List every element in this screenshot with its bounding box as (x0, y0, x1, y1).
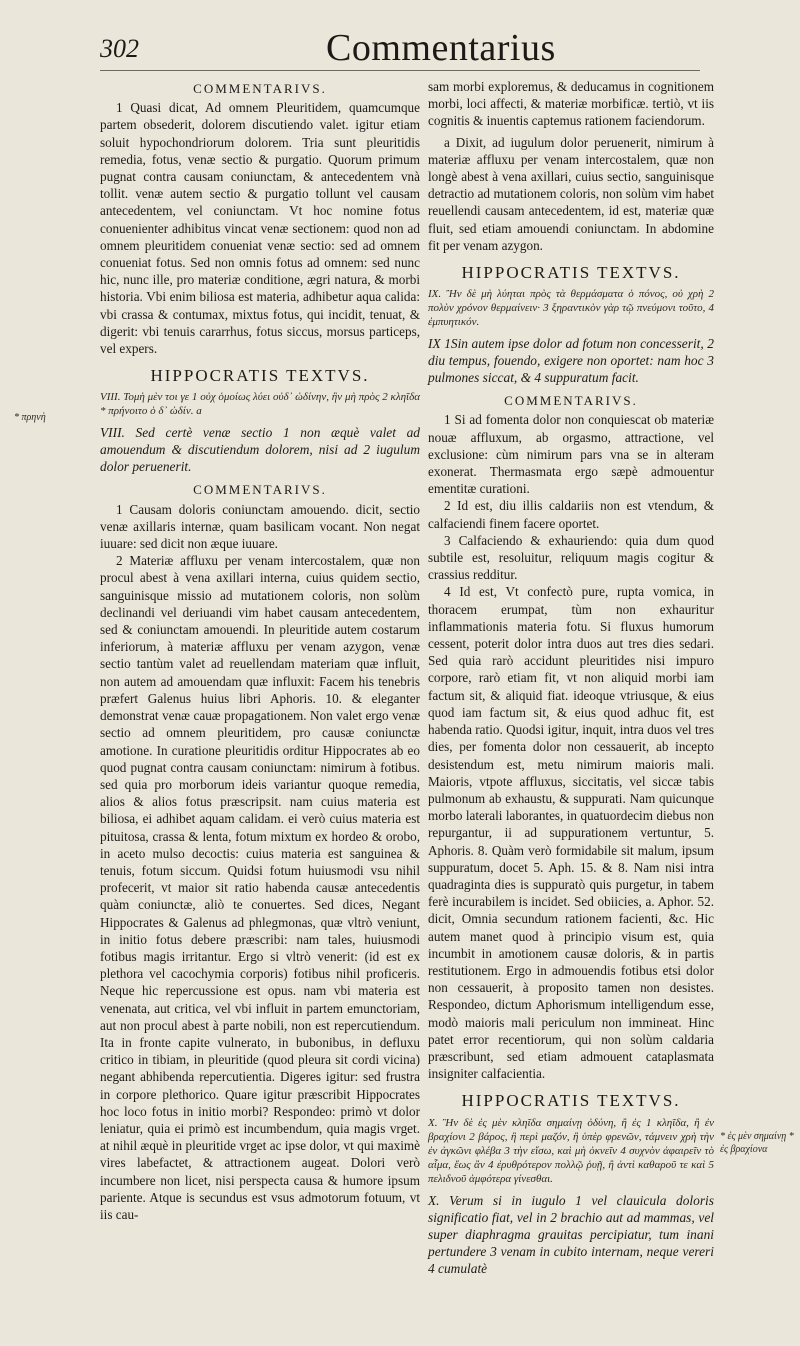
margin-note-left: * πρηνὴ (14, 412, 46, 423)
commentary-paragraph: 2 Id est, diu illis caldariis non est vtendum, & calfaciendi finem facere oportet. (428, 498, 714, 531)
latin-text: VIII. Sed certè venæ sectio 1 non æquè valet ad amouendum & discutiendum dolorem, nisi ad 2 iugulum dolor peruenerit. (100, 425, 420, 475)
commentary-paragraph: sam morbi exploremus, & deducamus in cognitionem morbi, loci affecti, & materiæ morbificæ. tertiò, vt iis cognitis & inuentis captemus rationem faciendorum. (428, 79, 714, 129)
hippocrates-text-heading: HIPPOCRATIS TEXTVS. (150, 366, 370, 386)
greek-text: VIII. Τομὴ μὲν τοι γε 1 οὐχ ὁμοίως λύει οὐδ᾽ ὠδίνην, ἢν μὴ πρὸς 2 κληῖδα * πρήνοιτο ὁ δ᾽ ὠδίν. a (100, 391, 420, 418)
commentary-heading: COMMENTARIVS. (193, 81, 327, 96)
greek-text: IX. Ἢν δὲ μὴ λύηται πρὸς τὰ θερμάσματα ὁ πόνος, οὐ χρὴ 2 πολὺν χρόνον θερμαίνειν· 3 ξηραντικὸν γὰρ τῷ πνεύμονι τοῦτο, 4 ἐμπυητικόν. (428, 288, 714, 329)
page-header (100, 20, 700, 70)
commentary-paragraph: 3 Calfaciendo & exhauriendo: quia dum quod subtile est, resoluitur, reliquum magis cogitur & crassius redditur. (428, 532, 714, 583)
commentary-paragraph: a Dixit, ad iugulum dolor peruenerit, nimirum à materiæ affluxu per venam intercostalem, quæ non longè abest à vena axillari, cuius sectio, sanguinisque detractio ad mutationem coloris, non solùm vim habet reuellendi causam antecedentem, id est, materiæ quæ fluit, sed etiam amouendi coniunctam. In abdomine fit per venam azygon. (428, 134, 714, 253)
margin-note-right: * ἐς μὲν σημαίνῃ * ἐς βραχίονα (720, 1131, 794, 1155)
commentary-heading: COMMENTARIVS. (504, 393, 638, 409)
commentary-paragraph: 2 Materiæ affluxu per venam intercostalem, quæ non procul abest à vena axillari interna, cuius quidem sectio, sanguinisque missio ad mutationem coloris, non solùm declinandi vel deriuandi vim habet causam antecedentem, sed & coniunctam amouendi. In pleuritide autem costarum inferiorum, à materiæ affluxu per venam azygon, venæ sectio tantùm valet ad reuellendam materiam quæ influit, non autem ad amouendam quæ influxit: Facem his tenebris præfert Galenus huius libri Aphoris. 10. & eleganter demonstrat venæ cauæ propagationem. Non valet ergo venæ sectio ad omnem pleuritidem, pro causæ coniunctæ amotione. In curatione pleuritidis orditur Hippocrates ab eo quod pugnat contra causam coniunctam: nimirum à fotibus. sed quia pro morborum ideis variantur quoque remedia, alios & alios fotus præscripsit. nam cuius materia est biliosa, ei adhibet aquam calidam. ei verò cuius materia est pituitosa, crassa & lenta, fotum mixtum ex hordeo & orobo, in aceto mulso decoctis: cuius materia est sanguinea & tenuis, fotum siccum. Quidsi fotum huiusmodi vsu nihil profecerit, vt maior sit ratio habenda causæ antecedentis quàm coniunctæ, aliò te conuertes. Sed dices, Negant Hippocrates & Galenus ad phlegmonas, quæ vltrò veniunt, in initio fotus debere præscribi: nam tales, huiusmodi fotibus magis irritantur. Ergo si vltrò venerit: (id est ex plethora vel cacochymia corporis) fotibus nihil proficeris. Neque hic repercussione est opus. nam vbi materia est venenata, aut critica, vel vbi influit in partem emunctoriam, aut non procul abest à parte nobili, non est repercutiendum. Ita in fronte capite vulnerato, in bubonibus, in defluxu critico in tibiam, in pleuritide (quod pleura sit cordi vicina) negant abhibenda repercutientia. Digeres igitur: sed frustra in corpore plethorico. Quare igitur præscribit Hippocrates hoc loco fotus in initio morbi? Respondeo: primò vt dolor leniatur, quia ei primò est incumbendum, quia magis vrget. at nihil æquè in pleuritide vrget ac ipse dolor, vt qui maximè vires labefactet, & attractionem augeat. Dolori verò incumbere non licet, nisi perspecta causa & humore ipsum pariente. Atque is secundus est vsus admotorum fotuum, vt iis cau- (100, 553, 420, 1222)
running-head: Commentarius (326, 27, 556, 69)
left-column (100, 78, 420, 1223)
greek-text: X. Ἢν δὲ ἐς μὲν κληῖδα σημαίνῃ ὀδύνη, ἢ ἐς 1 κληῖδα, ἢ ἐν βραχίονι 2 βάρος, ἢ περὶ μαζόν, ἢ ὑπὲρ φρενῶν, τάμνειν χρὴ τὴν ἐν ἀγκῶνι φλέβα 3 τὴν εἴσω, καὶ μὴ ὀκνεῖν 4 συχνὸν ἀφαιρεῖν τὸ αἷμα, ἕως ἂν 4 ἐρυθρότερον πολλῷ ῥυῇ, ἢ ἀντὶ καθαροῦ τε καὶ 5 πελιδνοῦ ἀμφότερα γίνεσθαι. (428, 1116, 714, 1185)
commentary-paragraph: 1 Causam doloris coniunctam amouendo. dicit, sectio venæ axillaris internæ, quam basilicam vocant. Non negat iuuare: sed dicit non æque iuuare. (100, 501, 420, 552)
header-rule (100, 70, 700, 71)
hippocrates-text-heading: HIPPOCRATIS TEXTVS. (461, 263, 681, 283)
latin-text: X. Verum si in iugulo 1 vel clauicula doloris significatio fiat, vel in 2 brachio aut ad mammas, vel super diaphragma grauitas percipiatur, tum inani pertundere 3 venam in cubito internam, neque vereri 4 cumulatè (428, 1192, 714, 1276)
commentary-paragraph: 4 Id est, Vt confectò pure, rupta vomica, in thoracem erumpat, tùm non exhauritur inflammationis materia fotu. Si fluxus humorum cessent, poterit dolor intra duos aut tres dies sedari. Sed quia rarò accidunt pleuritides nisi impuro corpore, rarò etiam fit, vt non aliquid morbi iam factum sit, & aliquid fiat. ideoque vtriusque, & eius quod iam factum sit, & eius quod adhuc fit, est habenda ratio. Quodsi igitur, inquit, intra duos vel tres dies, per fomenta dolor non cessauerit, ab incepto desistendum est, metu nimirum maioris mali. Maioris, vtpote affluxus, siccitatis, vel siccæ tabis pulmonum ab exhaustu, & suppurati. Nam quicunque morbo laterali laborantes, in quatuordecim diebus non repurgantur, ii ad suppurationem vertuntur, 5. Aphoris. 8. Quàm verò formidabile sit malum, ipsum suppuratum, docet 5. Aph. 15. & 8. Nam nisi intra quadraginta dies is suppuratò quis purgetur, in tabem ferè incurabilem is incidet. Sed obiicies, a. Aphor. 52. dicit, Omnia secundum rationem facienti, &c. Hic autem manet quod à principio visum est, quia incumbit in amotionem causæ doloris, & in partis restitutionem. Ergo in admouendis fotibus etsi dolor non cessauerit, à proposito tamen non desistes. Respondeo, dictum Aphorismum intelligendum esse, modò maioris mali periculum non immineat. Hinc patet error recentiorum, qui non solùm caldaria præscribunt, sed etiam admouent cataplasmata insigniter calfacientia. (428, 584, 714, 1082)
latin-text: IX 1Sin autem ipse dolor ad fotum non concesserit, 2 diu tempus, fouendo, exigere non oportet: nam hoc 3 pulmones siccat, & 4 suppuratum facit. (428, 336, 714, 386)
hippocrates-text-heading: HIPPOCRATIS TEXTVS. (461, 1091, 681, 1111)
commentary-heading: COMMENTARIVS. (193, 482, 327, 498)
page-number: 302 (100, 34, 139, 63)
commentary-paragraph: 1 Si ad fomenta dolor non conquiescat ob materiæ nouæ affluxum, ab orgasmo, attractione, vel exclusione: cùm nimirum pars vna se in alteram exonerat. Thermasmata ergo sæpè admouentur ementitæ curationi. (428, 412, 714, 497)
commentary-paragraph: 1 Quasi dicat, Ad omnem Pleuritidem, quamcumque partem obsederit, dolorem discutiendo valet. igitur etiam soluit hypochondriorum dolorem. Tria sunt pleuritidis remedia, fotus, venæ sectio & purgatio. Quorum primum pugnat contra causam coniunctam, & antecedentem vnà tollit. venæ autem sectio & purgatio tollunt vel causam antecedentem, vel coniunctam. Vt hoc nomine fotus conuenienter adhibitus vincat venæ sectionem: quod non ad omnem pleuritidem conueniat venæ sectio: sed ad omnem conueniat fotus. Sed non omnis fotus ad omnem: sed nunc hic, nunc ille, pro materiæ conditione, ægri natura, & morbi historia. Vbi enim biliosa est materia, adhibetur aqua calida: vbi crassa & contumax, mixtus fotus, qui incidit, tenuat, & digerit: vbi tenuis cararrhus, fotus siccus, morsus particeps, vel expers. (100, 100, 420, 357)
right-column (428, 78, 714, 1283)
